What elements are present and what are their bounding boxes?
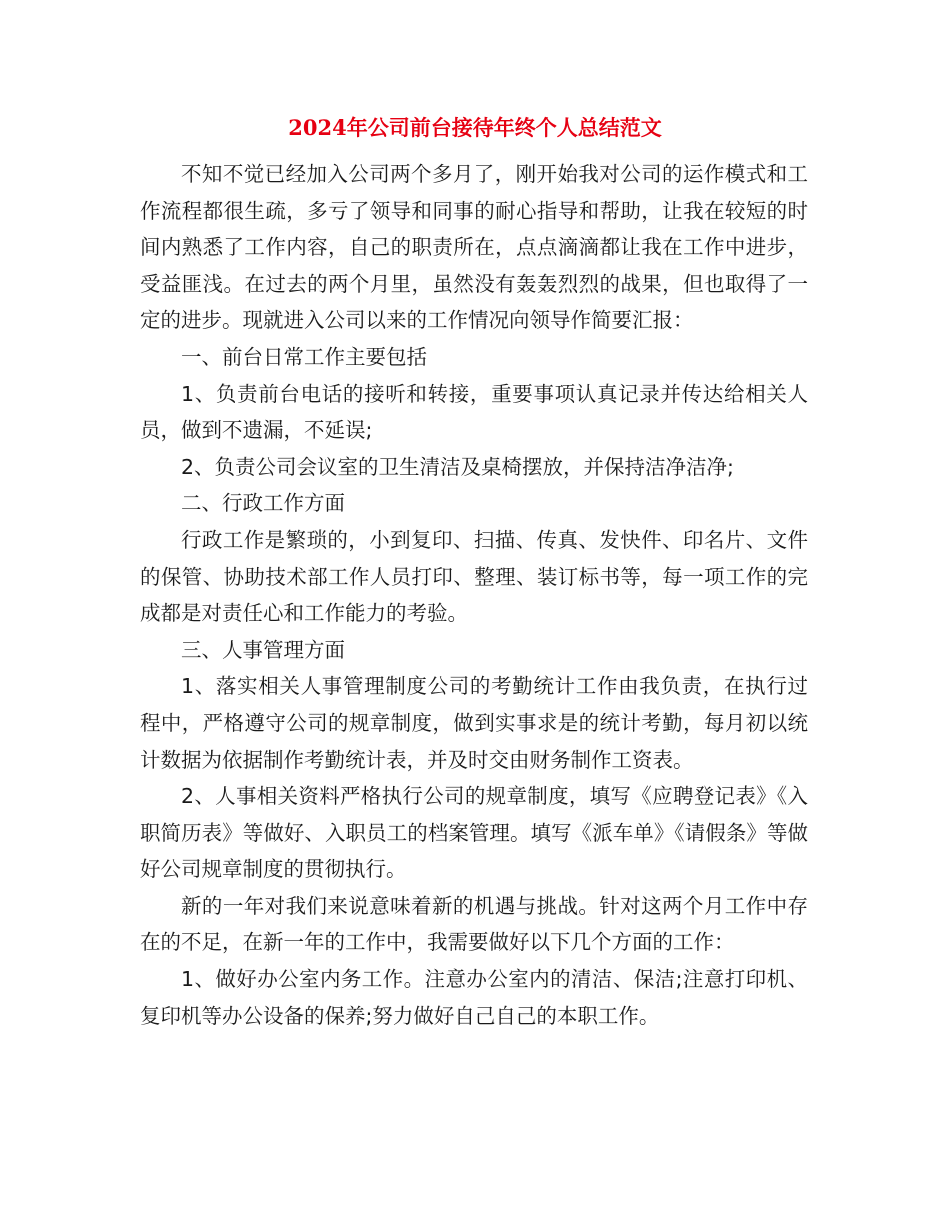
section-heading-hr: 三、人事管理方面	[181, 637, 345, 662]
paragraph-item: 1、负责前台电话的接听和转接，重要事项认真记录并传达给相关人员，做到不遗漏，不延误;	[140, 381, 808, 443]
section-heading-admin: 二、行政工作方面	[181, 491, 345, 516]
paragraph-intro: 不知不觉已经加入公司两个多月了，刚开始我对公司的运作模式和工作流程都很生疏，多亏了领导和同事的耐心指导和帮助，让我在较短的时间内熟悉了工作内容，自己的职责所在，点点滴滴都让我在工作中进步，受益匪浅。在过去的两个月里，虽然没有轰轰烈烈的战果，但也取得了一定的进步。现就进入公司以来的工作情况向领导作简要汇报：	[140, 162, 808, 333]
paragraph-item: 1、落实相关人事管理制度公司的考勤统计工作由我负责，在执行过程中，严格遵守公司的规章制度，做到实事求是的统计考勤，每月初以统计数据为依据制作考勤统计表，并及时交由财务制作工资表。	[140, 674, 808, 772]
document-title: 2024年公司前台接待年终个人总结范文	[288, 115, 662, 140]
paragraph-item: 2、负责公司会议室的卫生清洁及桌椅摆放，并保持洁净洁净;	[181, 454, 734, 479]
paragraph-admin: 行政工作是繁琐的，小到复印、扫描、传真、发快件、印名片、文件的保管、协助技术部工作人员打印、整理、装订标书等，每一项工作的完成都是对责任心和工作能力的考验。	[140, 527, 808, 626]
paragraph-new-year: 新的一年对我们来说意味着新的机遇与挑战。针对这两个月工作中存在的不足，在新一年的工作中，我需要做好以下几个方面的工作：	[140, 893, 808, 955]
paragraph-item: 2、人事相关资料严格执行公司的规章制度，填写《应聘登记表》《入职简历表》等做好、入职员工的档案管理。填写《派车单》《请假条》等做好公司规章制度的贯彻执行。	[140, 784, 808, 882]
section-heading-front-desk: 一、前台日常工作主要包括	[181, 344, 427, 369]
document-body	[140, 156, 808, 1034]
paragraph-item: 1、做好办公室内务工作。注意办公室内的清洁、保洁;注意打印机、复印机等办公设备的保养;努力做好自己自己的本职工作。	[140, 967, 808, 1028]
